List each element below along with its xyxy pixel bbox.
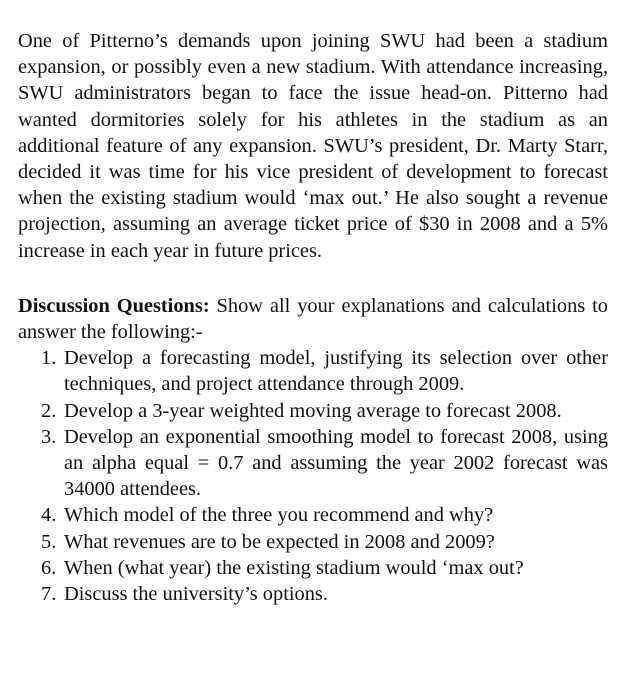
discussion-heading <box>18 293 608 345</box>
question-text: Discuss the university’s options. <box>64 583 328 606</box>
question-text: What revenues are to be expected in 2008 and 2009? <box>64 530 495 553</box>
question-number: 5. <box>41 530 57 553</box>
intro-paragraph: One of Pitterno’s demands upon joining SWU had been a stadium expansion, or possibly even a new stadium. With attendance increasing, SWU administrators began to face the issue head-on. Pitterno had wanted dormitories solely for his athletes in the stadium as an additional feature of any expansion. SWU’s president, Dr. Marty Starr, decided it was time for his vice president of development to forecast when the existing stadium would ‘max out.’ He also sought a revenue projection, assuming an average ticket price of $30 in 2008 and a 5% increase in each year in future prices. <box>18 30 608 262</box>
discussion-instruction: Show all your explanations and calculations to answer the following:- <box>18 294 608 344</box>
question-number: 7. <box>41 583 57 606</box>
question-number: 6. <box>41 556 57 579</box>
question-item <box>18 502 608 528</box>
question-item <box>18 581 608 607</box>
discussion-label: Discussion Questions: <box>18 294 210 317</box>
question-text: When (what year) the existing stadium would ‘max out? <box>64 556 524 579</box>
question-text: Develop an exponential smoothing model to forecast 2008, using an alpha equal = 0.7 and assuming the year 2002 forecast was 34000 attendees. <box>64 425 608 501</box>
question-list <box>18 345 608 607</box>
discussion-section <box>18 293 608 607</box>
question-text: Develop a 3-year weighted moving average to forecast 2008. <box>64 399 562 422</box>
question-number: 1. <box>41 347 57 370</box>
document-page <box>18 28 608 607</box>
question-number: 3. <box>41 425 57 448</box>
question-item <box>18 555 608 581</box>
question-item <box>18 345 608 397</box>
question-number: 4. <box>41 504 57 527</box>
question-item <box>18 529 608 555</box>
question-number: 2. <box>41 399 57 422</box>
question-item <box>18 424 608 503</box>
question-text: Develop a forecasting model, justifying its selection over other techniques, and project attendance through 2009. <box>64 347 608 396</box>
question-text: Which model of the three you recommend and why? <box>64 504 494 527</box>
question-item <box>18 398 608 424</box>
